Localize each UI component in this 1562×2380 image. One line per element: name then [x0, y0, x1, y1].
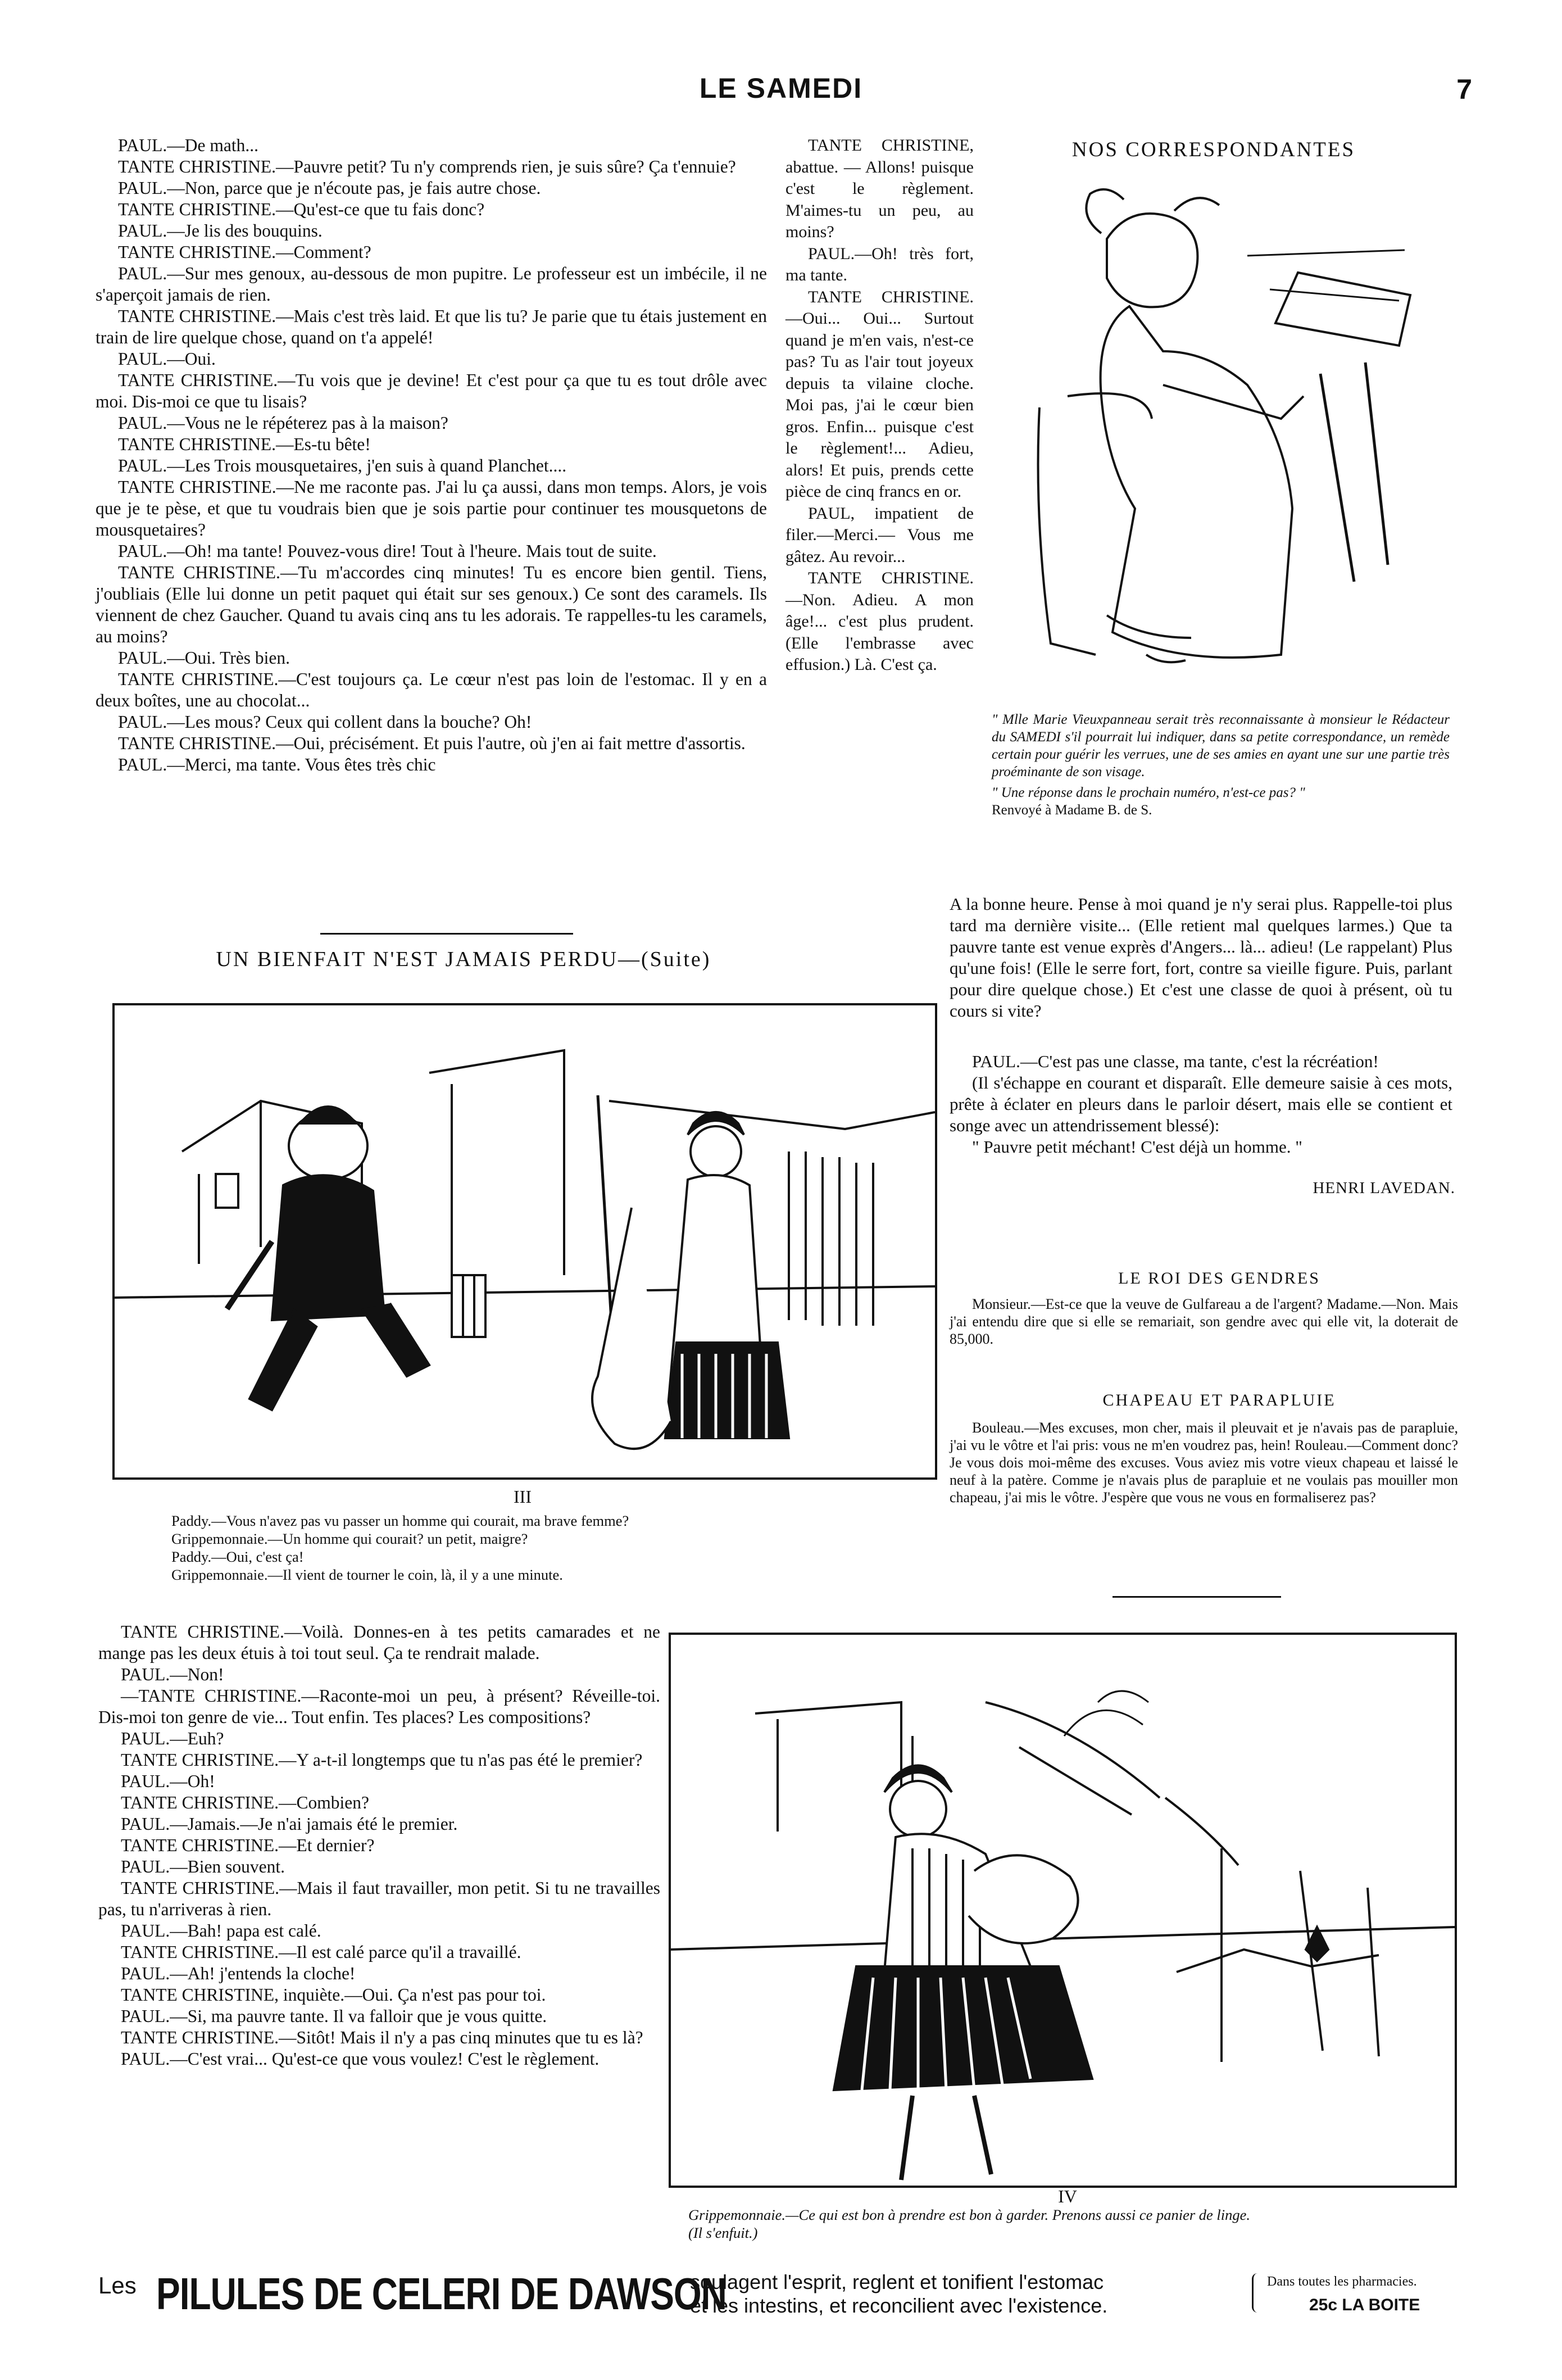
dialogue-line: PAUL.—Merci, ma tante. Vous êtes très chic [118, 755, 436, 774]
dialogue-line: PAUL.—Oh! [121, 1771, 215, 1791]
dialogue-line: PAUL.—Non! [121, 1665, 224, 1684]
ad-line-2: et les intestins, et reconcilient avec l'existence. [690, 2294, 1108, 2317]
dialogue-line: PAUL.—Les mous? Ceux qui collent dans la bouche? Oh! [118, 712, 532, 732]
dialogue-line: PAUL, impatient de filer.—Merci.— Vous me gâtez. Au revoir... [785, 504, 974, 566]
comic-title-rule [320, 933, 573, 935]
dialogue-line: PAUL.—Je lis des bouquins. [118, 221, 323, 241]
dialogue-line: TANTE CHRISTINE.—Il est calé parce qu'il a travaillé. [121, 1942, 521, 1962]
dialogue-line: TANTE CHRISTINE.—Non. Adieu. A mon âge!... c'est plus prudent. (Elle l'embrasse avec effusion.) Là. C'est ça. [785, 569, 974, 674]
panel-3-caption [171, 1512, 969, 1584]
dialogue-line: PAUL.—Ah! j'entends la cloche! [121, 1964, 356, 1983]
policeman-scene-icon [115, 1005, 935, 1477]
ad-line-1: soulagent l'esprit, reglent et tonifient l'estomac [690, 2270, 1104, 2293]
dialogue-ending [950, 1051, 1452, 1158]
newspaper-title: LE SAMEDI [699, 72, 863, 104]
dialogue-line: PAUL.—Jamais.—Je n'ai jamais été le premier. [121, 1814, 458, 1834]
dialogue-narrow-column [785, 135, 974, 676]
dialogue-line: PAUL.—Non, parce que je n'écoute pas, je fais autre chose. [118, 178, 541, 198]
dialogue-line: TANTE CHRISTINE.—Et dernier? [121, 1835, 375, 1855]
dialogue-line: TANTE CHRISTINE, inquiète.—Oui. Ça n'est pas pour toi. [121, 1985, 546, 2005]
dialogue-line: PAUL.—Bah! papa est calé. [121, 1921, 321, 1941]
correspondantes-forward: Renvoyé à Madame B. de S. [992, 803, 1152, 818]
dialogue-line: TANTE CHRISTINE.—Voilà. Donnes-en à tes petits camarades et ne mange pas les deux étuis à toi tout seul. Ça te rendrait malade. [98, 1622, 660, 1663]
dialogue-line: PAUL.—C'est vrai... Qu'est-ce que vous voulez! C'est le règlement. [121, 2049, 600, 2069]
dialogue-line: TANTE CHRISTINE.—Ne me raconte pas. J'ai lu ça aussi, dans mon temps. Alors, je vois que je te pèse, et que tu voudrais bien que je sois partie pour continuer tes mousquetons de mousquetaires? [96, 477, 767, 540]
dialogue-line: " Pauvre petit méchant! C'est déjà un homme. " [972, 1137, 1302, 1157]
dialogue-line: PAUL.—Si, ma pauvre tante. Il va falloir que je vous quitte. [121, 2006, 547, 2026]
dialogue-line: TANTE CHRISTINE.—Tu vois que je devine! Et c'est pour ça que tu es tout drôle avec moi. Dis-moi ce que tu lisais? [96, 370, 767, 411]
panel-4-caption: Grippemonnaie.—Ce qui est bon à prendre est bon à garder. Prenons aussi ce panier de linge. (Il s'enfuit.) [688, 2206, 1251, 2241]
correspondantes-reply: " Une réponse dans le prochain numéro, n'est-ce pas? " [992, 785, 1305, 800]
dialogue-line: PAUL.—Oui. Très bien. [118, 648, 290, 668]
dialogue-line: PAUL.—Vous ne le répéterez pas à la maison? [118, 413, 448, 433]
dialogue-line: TANTE CHRISTINE.—Oui... Oui... Surtout quand je m'en vais, n'est-ce pas? Tu as l'air tout joyeux depuis ta vilaine cloche. Moi pas, j'ai le cœur bien gros. Enfin... puisque c'est le règlement!... Adieu, alors! Et puis, prends cette pièce de cinq francs en or. [785, 287, 974, 501]
anecdote-rule [1113, 1596, 1281, 1598]
ad-brace [1252, 2273, 1263, 2313]
dialogue-part-2 [98, 1621, 660, 2070]
dialogue-line: TANTE CHRISTINE.—Tu m'accordes cinq minutes! Tu es encore bien gentil. Tiens, j'oubliais (Elle lui donne un petit paquet qui était sur ses genoux.) Ce sont des caramels. Ils viennent de chez Gaucher. Quand tu avais cinq ans tu les adorais. Te rappelles-tu les caramels, au moins? [96, 563, 767, 646]
dialogue-line: PAUL.—Sur mes genoux, au-dessous de mon pupitre. Le professeur est un imbécile, il ne s'aperçoit jamais de rien. [96, 264, 767, 305]
dialogue-line: TANTE CHRISTINE.—Qu'est-ce que tu fais donc? [118, 200, 485, 219]
ad-price: 25c LA BOITE [1309, 2296, 1420, 2314]
caption-line: Paddy.—Oui, c'est ça! [171, 1548, 304, 1565]
dialogue-line: PAUL.—Bien souvent. [121, 1857, 285, 1876]
dialogue-line: TANTE CHRISTINE.—C'est toujours ça. Le cœur n'est pas loin de l'estomac. Il y en a deux boîtes, une au chocolat... [96, 669, 767, 710]
dialogue-line: TANTE CHRISTINE.—Combien? [121, 1793, 369, 1812]
correspondantes-title: NOS CORRESPONDANTES [1071, 138, 1356, 161]
dialogue-line: PAUL.—De math... [118, 135, 258, 155]
dialogue-line: TANTE CHRISTINE.—Sitôt! Mais il n'y a pas cinq minutes que tu es là? [121, 2028, 643, 2047]
dialogue-line: PAUL.—Euh? [121, 1729, 224, 1748]
correspondantes-letter: " Mlle Marie Vieuxpanneau serait très reconnaissante à monsieur le Rédacteur du SAMEDI s'il pourrait lui indiquer, dans sa petite correspondance, un remède certain pour guérir les verrues, une de ses amies en ayant une sur une partie très proéminante de son visage. [992, 712, 1450, 779]
woman-writing-icon [1006, 171, 1433, 688]
panel-3-numeral: III [514, 1486, 532, 1507]
comic-panel-3 [112, 1003, 937, 1480]
ad-pharmacies: Dans toutes les pharmacies. [1267, 2274, 1417, 2289]
dialogue-line: PAUL.—Les Trois mousquetaires, j'en suis à quand Planchet.... [118, 456, 567, 475]
dialogue-line: TANTE CHRISTINE.—Mais il faut travailler, mon petit. Si tu ne travailles pas, tu n'arriveras à rien. [98, 1878, 660, 1919]
chapeau-parapluie-text: Bouleau.—Mes excuses, mon cher, mais il pleuvait et je n'avais pas de parapluie, j'ai vu le vôtre et l'ai pris: vous ne m'en voudrez pas, hein! Rouleau.—Comment donc? Je vous dois moi-même des excuses. Vous aviez mis votre vieux chapeau et laissé le neuf à la patère. Comme je n'avais plus de parapluie et ne voulais pas mouiller mon chapeau, j'ai mis le vôtre. J'espère que vous ne vous en formaliserez pas? [950, 1420, 1458, 1506]
comic-panel-4 [669, 1633, 1457, 2188]
dialogue-continuation: A la bonne heure. Pense à moi quand je n'y serai plus. Rappelle-toi plus tard ma dernière visite... (Elle retient mal quelques larmes.) Que ta pauvre tante est venue exprès d'Angers... là... adieu! (Le rappelant) Plus qu'une fois! (Elle le serre fort, fort, contre sa vieille figure. Puis, parlant pour dire quelque chose.) Et c'est une classe de quoi à présent, où tu cours si vite? [950, 894, 1452, 1021]
running-woman-scene-icon [671, 1635, 1455, 2186]
panel-4-numeral: IV [1058, 2186, 1077, 2206]
dialogue-line: (Il s'échappe en courant et disparaît. Elle demeure saisie à ces mots, prête à éclater en pleurs dans le parloir désert, mais elle se contient et songe avec un attendrissement blessé): [950, 1073, 1452, 1135]
dialogue-part-1 [96, 135, 767, 776]
ad-prefix: Les [98, 2272, 137, 2299]
dialogue-line: TANTE CHRISTINE.—Y a-t-il longtemps que tu n'as pas été le premier? [121, 1750, 643, 1770]
caption-line: Grippemonnaie.—Il vient de tourner le coin, là, il y a une minute. [171, 1566, 563, 1583]
dialogue-line: TANTE CHRISTINE, abattue. — Allons! puisque c'est le règlement. M'aimes-tu un peu, au moins? [785, 136, 974, 241]
dialogue-line: TANTE CHRISTINE.—Comment? [118, 242, 371, 262]
author-signature: HENRI LAVEDAN. [1313, 1179, 1455, 1197]
comic-title: UN BIENFAIT N'EST JAMAIS PERDU—(Suite) [216, 948, 711, 971]
woman-writing-illustration [1006, 171, 1433, 688]
roi-des-gendres-title: LE ROI DES GENDRES [1118, 1269, 1320, 1288]
ad-brand: PILULES DE CELERI DE DAWSON [156, 2268, 726, 2319]
dialogue-line: TANTE CHRISTINE.—Mais c'est très laid. Et que lis tu? Je parie que tu étais justement en train de lire quelque chose, quand on t'a appelé! [96, 306, 767, 347]
chapeau-parapluie-title: CHAPEAU ET PARAPLUIE [1102, 1391, 1336, 1409]
caption-line: Grippemonnaie.—Un homme qui courait? un petit, maigre? [171, 1530, 528, 1547]
dialogue-line: PAUL.—Oh! ma tante! Pouvez-vous dire! Tout à l'heure. Mais tout de suite. [118, 541, 657, 561]
dialogue-line: —TANTE CHRISTINE.—Raconte-moi un peu, à présent? Réveille-toi. Dis-moi ton genre de vie... Tout enfin. Tes places? Les compositions? [98, 1686, 660, 1727]
dialogue-line: TANTE CHRISTINE.—Pauvre petit? Tu n'y comprends rien, je suis sûre? Ça t'ennuie? [118, 157, 736, 176]
page-number: 7 [1456, 74, 1472, 105]
caption-line: Paddy.—Vous n'avez pas vu passer un homme qui courait, ma brave femme? [171, 1512, 629, 1529]
dialogue-line: PAUL.—C'est pas une classe, ma tante, c'est la récréation! [972, 1051, 1379, 1071]
roi-des-gendres-text: Monsieur.—Est-ce que la veuve de Gulfareau a de l'argent? Madame.—Non. Mais j'ai entendu dire que si elle se remariait, son gendre avec qui elle vit, la doterait de 85,000. [950, 1296, 1458, 1347]
dialogue-line: PAUL.—Oh! très fort, ma tante. [785, 244, 974, 284]
dialogue-line: PAUL.—Oui. [118, 349, 216, 369]
dialogue-line: TANTE CHRISTINE.—Es-tu bête! [118, 434, 371, 454]
dialogue-line: TANTE CHRISTINE.—Oui, précisément. Et puis l'autre, où j'en ai fait mettre d'assortis. [118, 733, 746, 753]
